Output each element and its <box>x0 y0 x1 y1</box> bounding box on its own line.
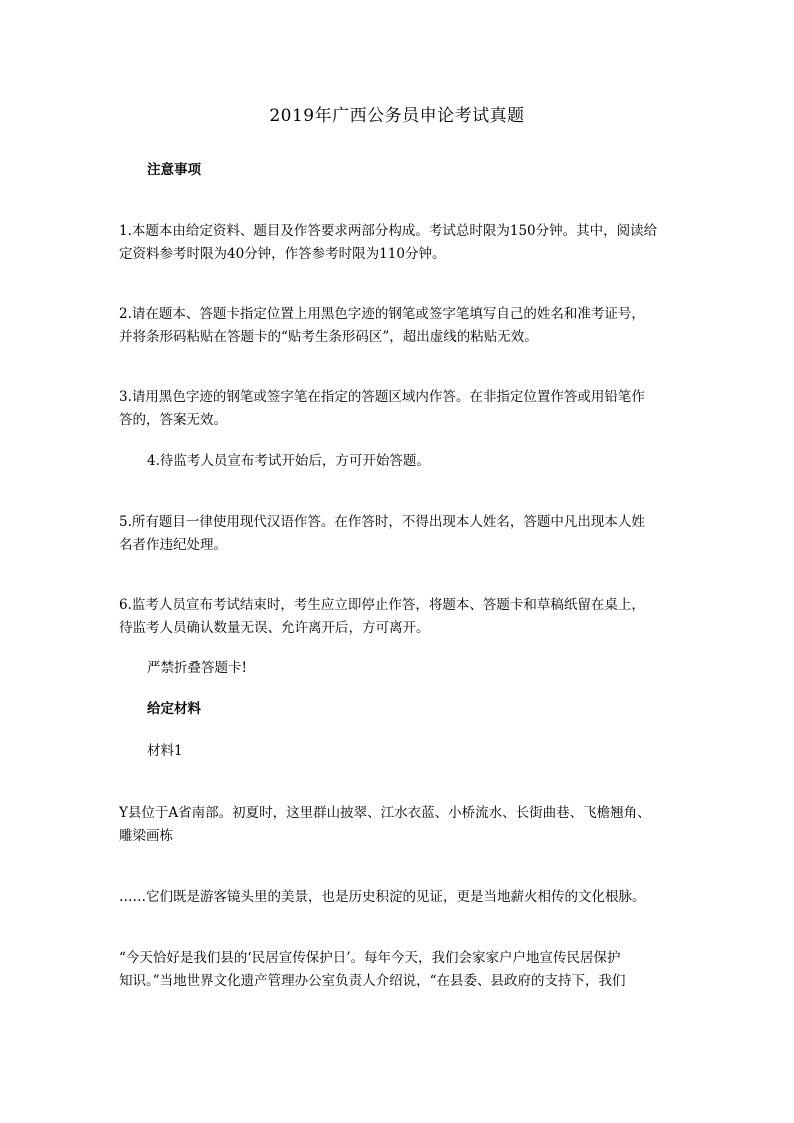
notice-item-2-line-2: 并将条形码粘贴在答题卡的“贴考生条形码区”，超出虚线的粘贴无效。 <box>119 329 538 345</box>
notice-item-5 <box>119 511 679 557</box>
notice-item-1-line-1: 1.本题本由给定资料、题目及作答要求两部分构成。考试总时限为150分钟。其中，阅读给 <box>119 223 658 239</box>
material-paragraph-3-line-1: “今天恰好是我们县的‘民居宣传保护日’。每年今天，我们会家家户户地宣传民居保护 <box>119 950 621 966</box>
notice-item-5-line-2: 名者作违纪处理。 <box>119 537 227 553</box>
warning-text: 严禁折叠答题卡! <box>147 660 247 676</box>
material-paragraph-1-line-2: 雕梁画栋 <box>119 828 173 844</box>
notice-item-6-line-2: 待监考人员确认数量无误、允许离开后，方可离开。 <box>119 620 430 636</box>
material-label: 材料1 <box>147 743 183 759</box>
material-paragraph-1-line-1: Y县位于A省南部。初夏时，这里群山披翠、江水衣蓝、小桥流水、长街曲巷、飞檐翘角、 <box>119 805 651 821</box>
page-title: 2019年广西公务员申论考试真题 <box>269 106 525 126</box>
notice-item-5-line-1: 5.所有题目一律使用现代汉语作答。在作答时，不得出现本人姓名，答题中凡出现本人姓 <box>119 514 645 530</box>
notice-item-1-line-2: 定资料参考时限为40分钟，作答参考时限为110分钟。 <box>119 246 446 262</box>
material-paragraph-3-line-2: 知识。”当地世界文化遗产管理办公室负责人介绍说，“在县委、县政府的支持下，我们 <box>119 973 626 989</box>
notice-item-6 <box>119 594 679 640</box>
material-paragraph-2 <box>119 886 679 909</box>
material-heading: 给定材料 <box>147 701 201 717</box>
notice-item-2 <box>119 303 679 349</box>
material-paragraph-3 <box>119 947 679 993</box>
notice-item-1 <box>119 220 679 266</box>
notice-item-6-line-1: 6.监考人员宣布考试结束时，考生应立即停止作答，将题本、答题卡和草稿纸留在桌上， <box>119 597 645 613</box>
notice-item-3-line-1: 3.请用黑色字迹的钢笔或签字笔在指定的答题区域内作答。在非指定位置作答或用铅笔作 <box>119 389 645 405</box>
notice-item-3 <box>119 386 679 432</box>
notice-item-2-line-1: 2.请在题本、答题卡指定位置上用黑色字迹的钢笔或签字笔填写自己的姓名和准考证号， <box>119 306 645 322</box>
notice-item-4-line-1: 4.待监考人员宣布考试开始后，方可开始答题。 <box>147 453 430 469</box>
notice-item-3-line-2: 答的，答案无效。 <box>119 412 227 428</box>
notice-item-4 <box>147 450 707 473</box>
notice-heading: 注意事项 <box>147 162 201 178</box>
material-paragraph-1 <box>119 802 679 848</box>
material-paragraph-2-line-1: ……它们既是游客镜头里的美景，也是历史积淀的见证，更是当地薪火相传的文化根脉。 <box>119 889 646 905</box>
